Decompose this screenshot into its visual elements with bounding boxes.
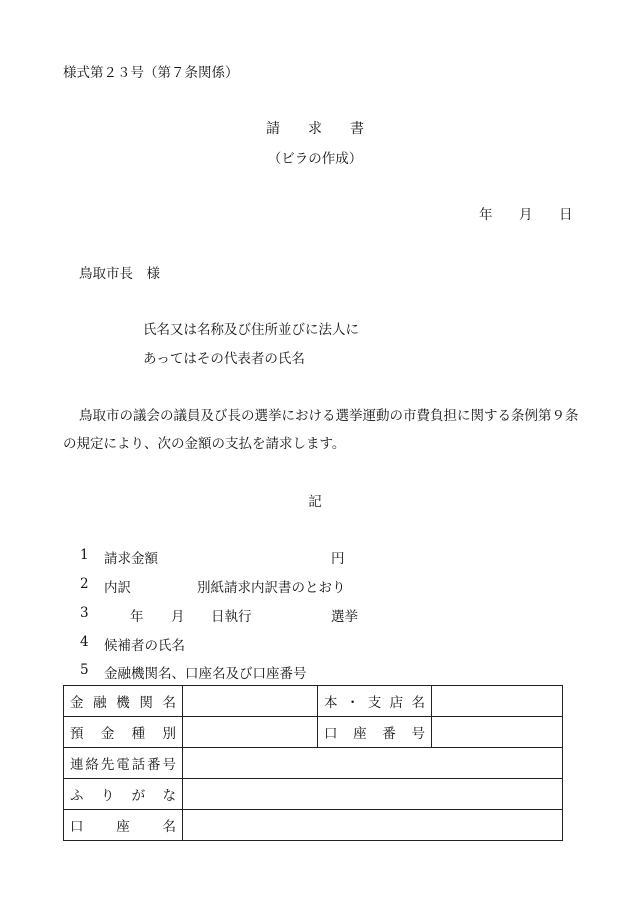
bank-name-value-cell[interactable]	[183, 686, 318, 717]
deposit-type-label: 預 金 種 別	[70, 726, 176, 742]
applicant-line-2: あってはその代表者の氏名	[143, 351, 305, 367]
branch-name-value-cell[interactable]	[432, 686, 563, 717]
document-title: 請 求 書	[266, 121, 364, 137]
item-number: 5	[80, 662, 89, 678]
item-number: 4	[80, 634, 89, 650]
item-value-breakdown: 別紙請求内訳書のとおり	[197, 580, 346, 596]
table-row	[64, 717, 563, 748]
account-name-value-cell[interactable]	[183, 810, 563, 841]
date-year: 年	[479, 207, 493, 223]
furigana-label: ふ り が な	[70, 788, 176, 804]
item-label-claim-amount: 請求金額	[104, 551, 158, 567]
applicant-line-1: 氏名又は名称及び住所並びに法人に	[143, 322, 359, 338]
body-text-line-1: 鳥取市の議会の議員及び長の選挙における選挙運動の市費負担に関する条例第９条	[79, 408, 579, 424]
account-name-label: 口 座 名	[70, 819, 176, 835]
item-number: 1	[80, 547, 89, 563]
deposit-type-label-cell	[64, 717, 183, 748]
item-label-bank-info: 金融機関名、口座名及び口座番号	[104, 666, 307, 682]
account-number-label: 口 座 番 号	[324, 726, 425, 742]
phone-label-cell	[64, 748, 183, 779]
table-row	[64, 748, 563, 779]
bank-name-label-cell	[64, 686, 183, 717]
account-name-label-cell	[64, 810, 183, 841]
item-election-day: 日執行	[211, 609, 252, 625]
bank-info-table	[63, 685, 563, 841]
item-election-month: 月	[171, 609, 185, 625]
account-number-label-cell	[318, 717, 432, 748]
phone-value-cell[interactable]	[183, 748, 563, 779]
item-label-candidate-name: 候補者の氏名	[104, 638, 185, 654]
furigana-label-cell	[64, 779, 183, 810]
addressee: 鳥取市長 様	[79, 266, 160, 282]
item-election-year: 年	[130, 609, 144, 625]
branch-name-label-cell	[318, 686, 432, 717]
item-number: 3	[80, 605, 89, 621]
table-row	[64, 779, 563, 810]
item-label-breakdown: 内訳	[104, 580, 131, 596]
item-number: 2	[80, 576, 89, 592]
account-number-value-cell[interactable]	[432, 717, 563, 748]
item-value-yen: 円	[331, 551, 345, 567]
ki-heading: 記	[308, 494, 322, 510]
furigana-value-cell[interactable]	[183, 779, 563, 810]
table-row	[64, 686, 563, 717]
date-day: 日	[559, 207, 573, 223]
bank-name-label: 金 融 機 関 名	[70, 695, 176, 711]
item-value-election: 選挙	[331, 609, 358, 625]
deposit-type-value-cell[interactable]	[183, 717, 318, 748]
date-month: 月	[519, 207, 533, 223]
phone-label: 連 絡 先 電 話 番 号	[70, 757, 176, 773]
document-subtitle: （ビラの作成）	[267, 151, 363, 167]
body-text-line-2: の規定により、次の金額の支払を請求します。	[63, 436, 346, 452]
branch-name-label: 本 ・ 支 店 名	[324, 695, 425, 711]
form-number: 様式第２３号（第７条関係）	[63, 65, 239, 81]
table-row	[64, 810, 563, 841]
